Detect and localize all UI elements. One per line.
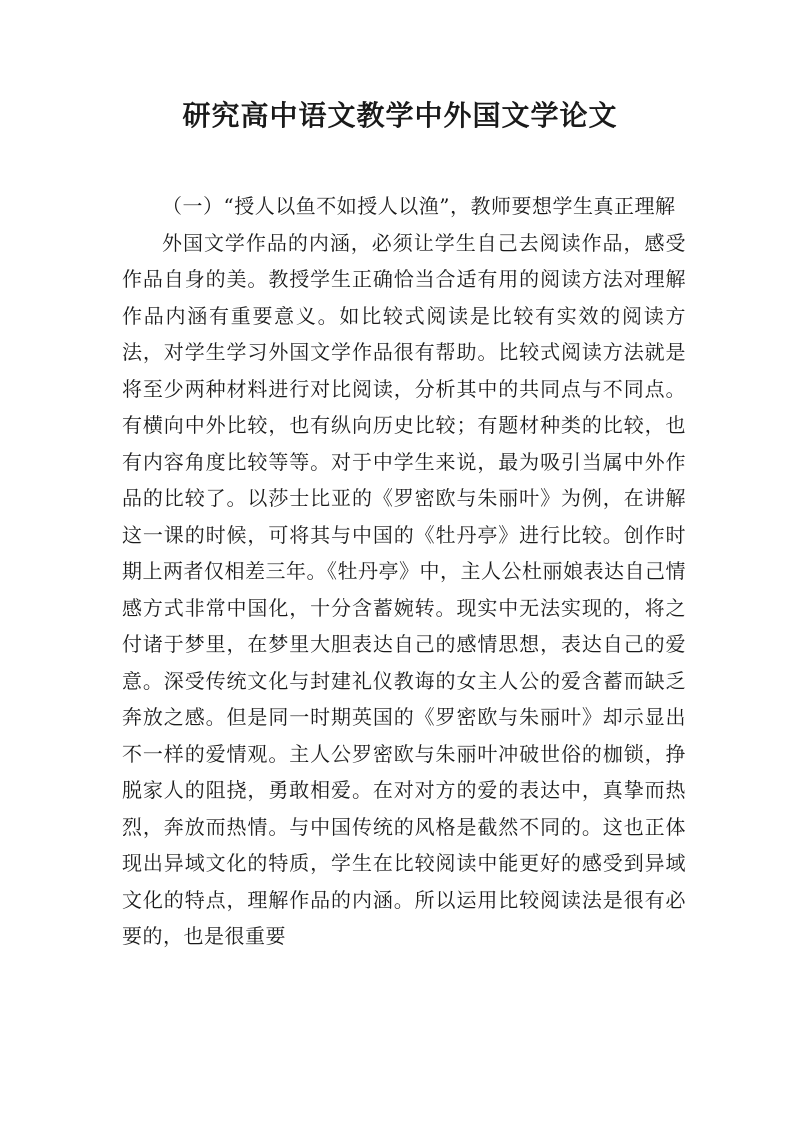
document-title: 研究高中语文教学中外国文学论文 [182, 99, 618, 132]
document-body [122, 188, 686, 955]
body-paragraph: 外国文学作品的内涵，必须让学生自己去阅读作品，感受作品自身的美。教授学生正确恰当合适有用的阅读方法对理解作品内涵有重要意义。如比较式阅读是比较有实效的阅读方法，对学生学习外国文学作品很有帮助。比较式阅读方法就是将至少两种材料进行对比阅读，分析其中的共同点与不同点。有横向中外比较，也有纵向历史比较；有题材种类的比较，也有内容角度比较等等。对于中学生来说，最为吸引当属中外作品的比较了。以莎士比亚的《罗密欧与朱丽叶》为例，在讲解这一课的时候，可将其与中国的《牡丹亭》进行比较。创作时期上两者仅相差三年。《牡丹亭》中，主人公杜丽娘表达自己情感方式非常中国化，十分含蓄婉转。现实中无法实现的，将之付诸于梦里，在梦里大胆表达自己的感情思想，表达自己的爱意。深受传统文化与封建礼仪教诲的女主人公的爱含蓄而缺乏奔放之感。但是同一时期英国的《罗密欧与朱丽叶》却示显出不一样的爱情观。主人公罗密欧与朱丽叶冲破世俗的枷锁，挣脱家人的阻挠，勇敢相爱。在对对方的爱的表达中，真挚而热烈，奔放而热情。与中国传统的风格是截然不同的。这也正体现出异域文化的特质，学生在比较阅读中能更好的感受到异域文化的特点，理解作品的内涵。所以运用比较阅读法是很有必要的，也是很重要 [122, 230, 686, 948]
section-heading: （一）“授人以鱼不如授人以渔”，教师要想学生真正理解 [162, 194, 676, 218]
